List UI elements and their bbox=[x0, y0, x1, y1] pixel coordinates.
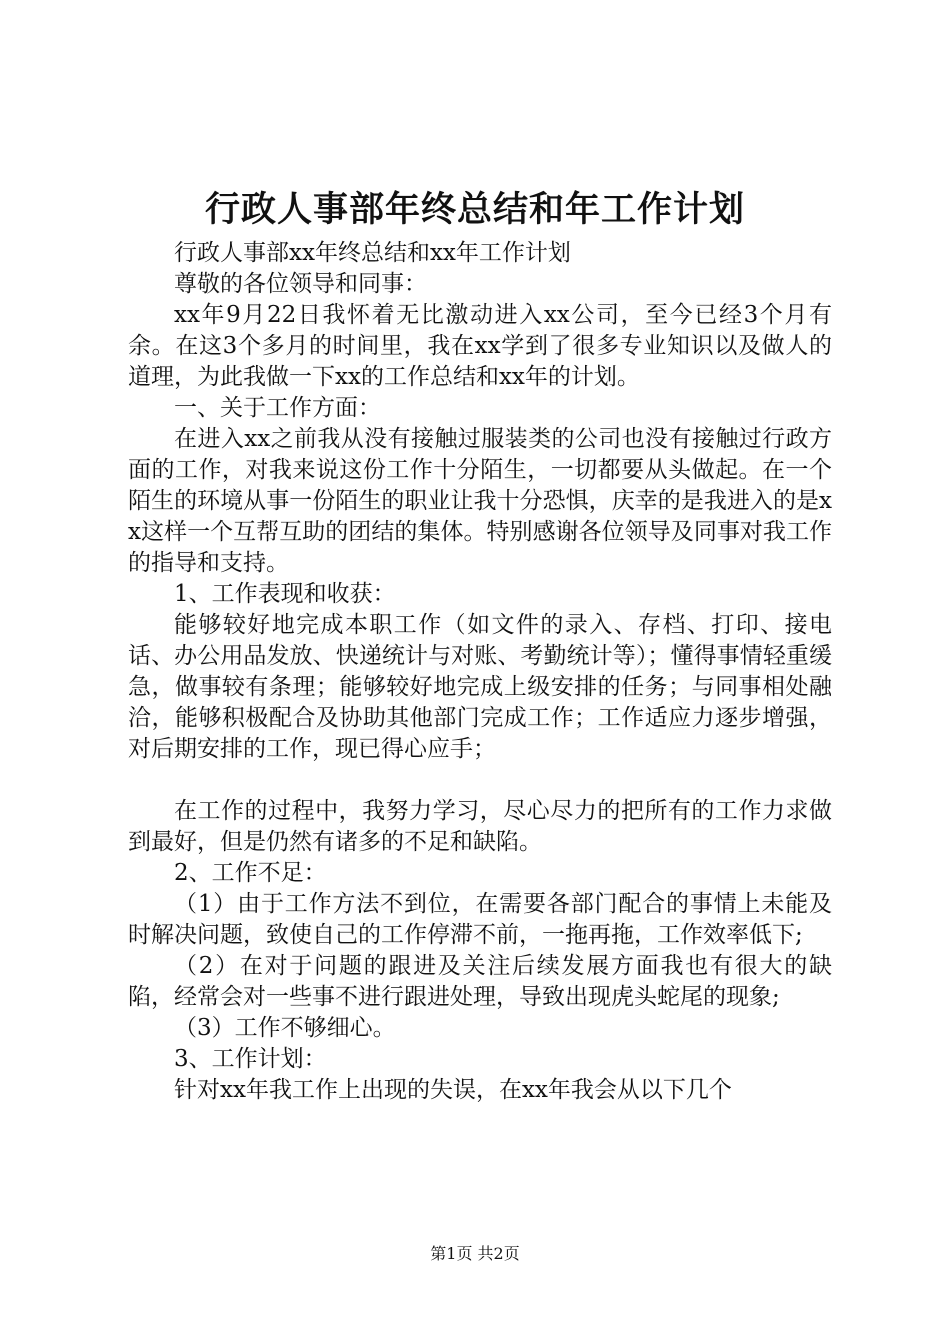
section-heading-work: 一、关于工作方面： bbox=[174, 395, 381, 421]
shortcoming-item-1: （1）由于工作方法不到位，在需要各部门配合的事情上未能及时解决问题，致使自己的工作停滞不前，一拖再拖，工作效率低下; bbox=[128, 891, 832, 948]
page-footer: 第1页 共2页 bbox=[430, 1244, 520, 1263]
paragraph-greeting: 尊敬的各位领导和同事： bbox=[174, 271, 427, 297]
subsection-heading-plan: 3、工作计划： bbox=[174, 1046, 327, 1072]
paragraph-intro: xx年9月22日我怀着无比激动进入xx公司，至今已经3个月有余。在这3个多月的时间里，我在xx学到了很多专业知识以及做人的道理，为此我做一下xx的工作总结和xx年的计划。 bbox=[128, 302, 832, 390]
shortcoming-item-3: （3）工作不够细心。 bbox=[174, 1015, 396, 1041]
subsection-heading-shortcomings: 2、工作不足： bbox=[174, 860, 327, 886]
paragraph-subtitle: 行政人事部xx年终总结和xx年工作计划 bbox=[174, 240, 571, 266]
blank-line bbox=[128, 765, 832, 796]
document-body bbox=[128, 238, 832, 1106]
document-title: 行政人事部年终总结和年工作计划 bbox=[204, 189, 745, 230]
paragraph-reflection: 在工作的过程中，我努力学习，尽心尽力的把所有的工作力求做到最好，但是仍然有诸多的不足和缺陷。 bbox=[128, 798, 832, 855]
shortcoming-item-2: （2）在对于问题的跟进及关注后续发展方面我也有很大的缺陷，经常会对一些事不进行跟进处理，导致出现虎头蛇尾的现象; bbox=[128, 953, 832, 1010]
subsection-heading-performance: 1、工作表现和收获： bbox=[174, 581, 396, 607]
paragraph-plan: 针对xx年我工作上出现的失误，在xx年我会从以下几个 bbox=[174, 1077, 732, 1103]
paragraph-performance: 能够较好地完成本职工作（如文件的录入、存档、打印、接电话、办公用品发放、快递统计与对账、考勤统计等）；懂得事情轻重缓急，做事较有条理；能够较好地完成上级安排的任务；与同事相处融洽，能够积极配合及协助其他部门完成工作；工作适应力逐步增强，对后期安排的工作，现已得心应手； bbox=[128, 612, 832, 762]
paragraph-background: 在进入xx之前我从没有接触过服装类的公司也没有接触过行政方面的工作，对我来说这份工作十分陌生，一切都要从头做起。在一个陌生的环境从事一份陌生的职业让我十分恐惧，庆幸的是我进入的是xx这样一个互帮互助的团结的集体。特别感谢各位领导及同事对我工作的指导和支持。 bbox=[128, 426, 832, 576]
